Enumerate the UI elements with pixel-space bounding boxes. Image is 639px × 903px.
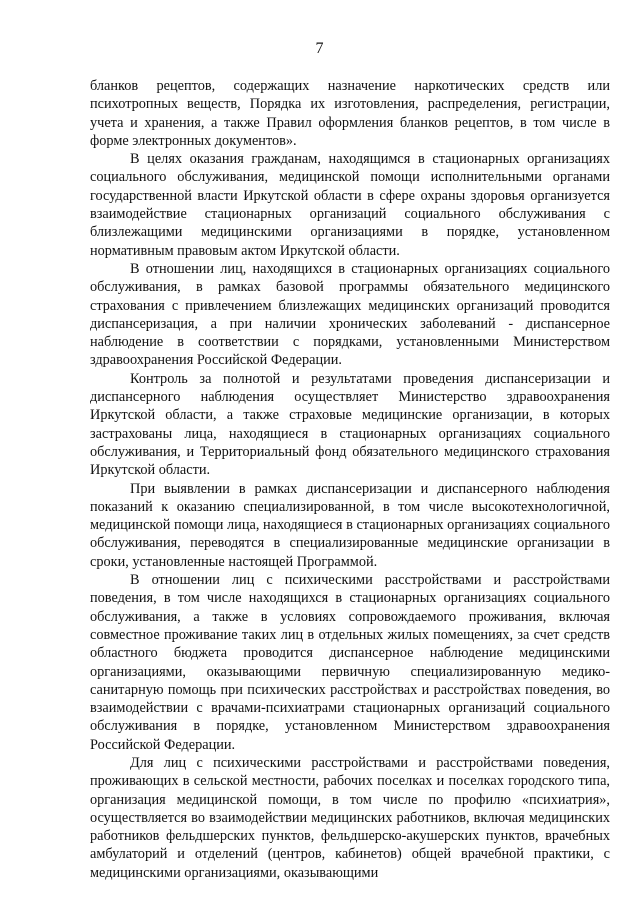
page-number: 7 [315,40,324,57]
paragraph-1: бланков рецептов, содержащих назначение наркотических средств или психотропных веществ, Порядка их изготовления, распределения, регистрации, учета и хранения, а также Правил оформления бланков рецептов, в том числе в форме электронных документов». [90,78,610,149]
paragraph-7: Для лиц с психическими расстройствами и расстройствами поведения, проживающих в сельской местности, рабочих поселках и поселках городского типа, организация медицинской помощи, в том числе по профилю «психиатрия», осуществляется во взаимодействии медицинских работников, включая медицинских работников фельдшерских пунктов, фельдшерско-акушерских пунктов, врачебных амбулаторий и отделений (центров, кабинетов) общей врачебной практики, с медицинскими организациями, оказывающими [90,754,610,881]
paragraph-3: В отношении лиц, находящихся в стационарных организациях социального обслуживания, в рамках базовой программы обязательного медицинского страхования с привлечением близлежащих медицинских организаций проводится диспансеризация, а при наличии хронических заболеваний - диспансерное наблюдение в соответствии с порядками, установленными Министерством здравоохранения Российской Федерации. [90,260,610,369]
paragraph-6: В отношении лиц с психическими расстройствами и расстройствами поведения, в том числе находящихся в стационарных организациях социального обслуживания, а также в условиях сопровождаемого проживания, включая совместное проживание таких лиц в отдельных жилых помещениях, за счет средств областного бюджета проводится диспансерное наблюдение медицинскими организациями, оказывающими первичную специализированную медико-санитарную помощь при психических расстройствах и расстройствах поведения, во взаимодействии с врачами-психиатрами стационарных организаций социального обслуживания в порядке, установленном Министерством здравоохранения Российской Федерации. [90,572,610,753]
paragraph-4: Контроль за полнотой и результатами проведения диспансеризации и диспансерного наблюдения осуществляет Министерство здравоохранения Иркутской области, а также страховые медицинские организации, в которых застрахованы лица, находящиеся в стационарных организациях социального обслуживания, и Территориальный фонд обязательного медицинского страхования Иркутской области. [90,370,610,479]
paragraph-2: В целях оказания гражданам, находящимся в стационарных организациях социального обслуживания, медицинской помощи исполнительными органами государственной власти Иркутской области в сфере охраны здоровья организуется взаимодействие стационарных организаций социального обслуживания с близлежащими медицинскими организациями в порядке, установленном нормативным правовым актом Иркутской области. [90,151,610,259]
paragraph-5: При выявлении в рамках диспансеризации и диспансерного наблюдения показаний к оказанию специализированной, в том числе высокотехнологичной, медицинской помощи лица, находящиеся в стационарных организациях социального обслуживания, переводятся в специализированные медицинские организации в сроки, установленные настоящей Программой. [90,480,610,570]
document-body [90,77,610,882]
